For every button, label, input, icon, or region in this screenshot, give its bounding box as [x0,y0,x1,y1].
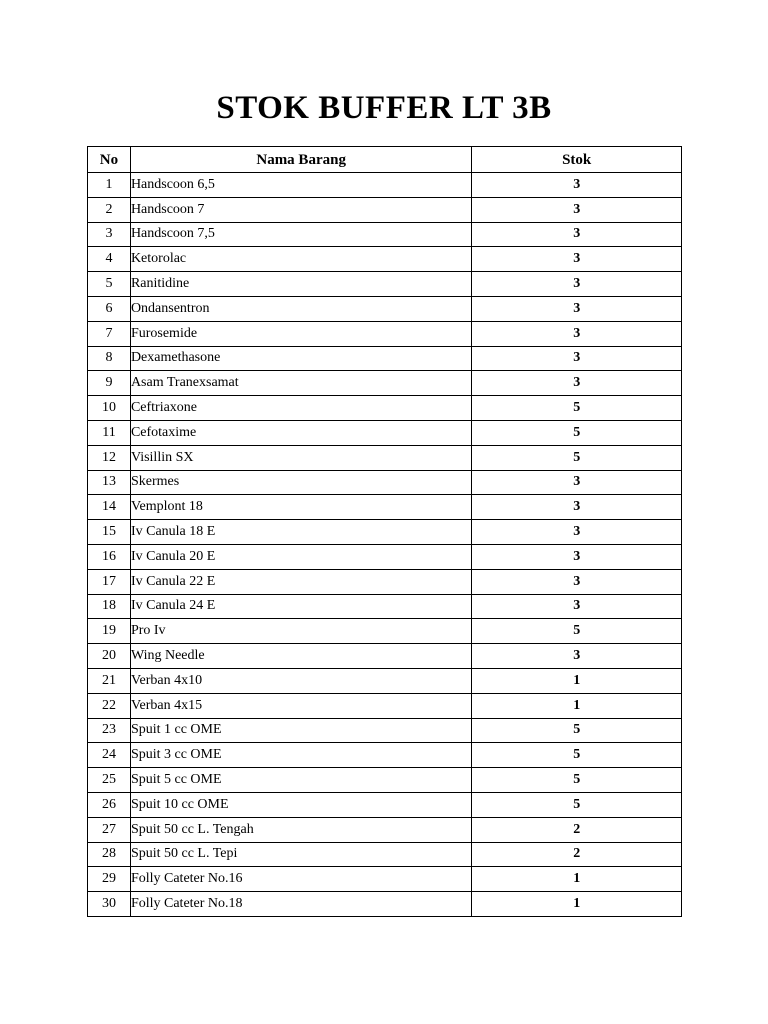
item-name: Iv Canula 22 E [130,569,471,594]
stock-count: 1 [472,892,682,917]
row-number: 4 [88,247,131,272]
item-name: Verban 4x10 [130,668,471,693]
row-number: 15 [88,520,131,545]
table-row [88,817,682,842]
item-name: Dexamethasone [130,346,471,371]
stock-table [87,146,682,917]
table-row [88,644,682,669]
item-name: Ceftriaxone [130,396,471,421]
row-number: 23 [88,718,131,743]
item-name: Spuit 50 cc L. Tepi [130,842,471,867]
stock-count: 2 [472,817,682,842]
item-name: Folly Cateter No.16 [130,867,471,892]
table-row [88,594,682,619]
stock-count: 1 [472,867,682,892]
table-row [88,321,682,346]
row-number: 2 [88,197,131,222]
header-nama-barang: Nama Barang [130,147,471,173]
stock-count: 3 [472,520,682,545]
row-number: 16 [88,544,131,569]
row-number: 3 [88,222,131,247]
table-row [88,693,682,718]
item-name: Iv Canula 20 E [130,544,471,569]
stock-count: 5 [472,396,682,421]
row-number: 27 [88,817,131,842]
item-name: Folly Cateter No.18 [130,892,471,917]
stock-count: 3 [472,470,682,495]
stock-count: 3 [472,371,682,396]
row-number: 19 [88,619,131,644]
table-row [88,470,682,495]
table-row [88,495,682,520]
stock-count: 1 [472,668,682,693]
row-number: 24 [88,743,131,768]
stock-count: 3 [472,321,682,346]
item-name: Skermes [130,470,471,495]
item-name: Ketorolac [130,247,471,272]
table-row [88,173,682,198]
row-number: 28 [88,842,131,867]
item-name: Spuit 10 cc OME [130,792,471,817]
row-number: 6 [88,296,131,321]
row-number: 25 [88,768,131,793]
item-name: Visillin SX [130,445,471,470]
row-number: 29 [88,867,131,892]
item-name: Iv Canula 18 E [130,520,471,545]
item-name: Handscoon 7,5 [130,222,471,247]
stock-count: 3 [472,644,682,669]
stock-count: 5 [472,792,682,817]
stock-count: 1 [472,693,682,718]
stock-count: 5 [472,718,682,743]
table-row [88,718,682,743]
stock-count: 5 [472,445,682,470]
table-row [88,371,682,396]
item-name: Furosemide [130,321,471,346]
row-number: 20 [88,644,131,669]
item-name: Iv Canula 24 E [130,594,471,619]
stock-count: 3 [472,296,682,321]
table-row [88,222,682,247]
stock-count: 5 [472,619,682,644]
item-name: Spuit 5 cc OME [130,768,471,793]
stock-count: 5 [472,743,682,768]
stock-count: 3 [472,222,682,247]
table-row [88,668,682,693]
table-row [88,569,682,594]
item-name: Ondansentron [130,296,471,321]
table-row [88,743,682,768]
item-name: Handscoon 7 [130,197,471,222]
row-number: 30 [88,892,131,917]
row-number: 22 [88,693,131,718]
row-number: 5 [88,272,131,297]
stock-count: 3 [472,173,682,198]
table-row [88,420,682,445]
item-name: Spuit 3 cc OME [130,743,471,768]
table-header-row [88,147,682,173]
stock-count: 3 [472,197,682,222]
table-row [88,272,682,297]
table-row [88,346,682,371]
row-number: 26 [88,792,131,817]
row-number: 21 [88,668,131,693]
stock-count: 3 [472,544,682,569]
item-name: Pro Iv [130,619,471,644]
row-number: 1 [88,173,131,198]
item-name: Cefotaxime [130,420,471,445]
row-number: 17 [88,569,131,594]
row-number: 7 [88,321,131,346]
row-number: 8 [88,346,131,371]
stock-count: 3 [472,346,682,371]
page-title: STOK BUFFER LT 3B [216,90,552,126]
row-number: 11 [88,420,131,445]
row-number: 10 [88,396,131,421]
stock-count: 2 [472,842,682,867]
stock-count: 3 [472,272,682,297]
item-name: Handscoon 6,5 [130,173,471,198]
table-row [88,792,682,817]
table-row [88,247,682,272]
table-body [88,173,682,917]
row-number: 18 [88,594,131,619]
header-stok: Stok [472,147,682,173]
item-name: Spuit 50 cc L. Tengah [130,817,471,842]
item-name: Ranitidine [130,272,471,297]
table-row [88,867,682,892]
table-row [88,396,682,421]
row-number: 12 [88,445,131,470]
item-name: Verban 4x15 [130,693,471,718]
row-number: 14 [88,495,131,520]
stock-count: 3 [472,247,682,272]
table-row [88,445,682,470]
table-row [88,544,682,569]
item-name: Asam Tranexsamat [130,371,471,396]
table-row [88,619,682,644]
table-row [88,296,682,321]
item-name: Vemplont 18 [130,495,471,520]
row-number: 9 [88,371,131,396]
table-row [88,768,682,793]
stock-count: 3 [472,594,682,619]
stock-count: 3 [472,569,682,594]
stock-count: 5 [472,420,682,445]
table-row [88,892,682,917]
row-number: 13 [88,470,131,495]
stock-count: 3 [472,495,682,520]
item-name: Spuit 1 cc OME [130,718,471,743]
table-row [88,197,682,222]
item-name: Wing Needle [130,644,471,669]
table-row [88,520,682,545]
stock-count: 5 [472,768,682,793]
table-row [88,842,682,867]
header-no: No [88,147,131,173]
